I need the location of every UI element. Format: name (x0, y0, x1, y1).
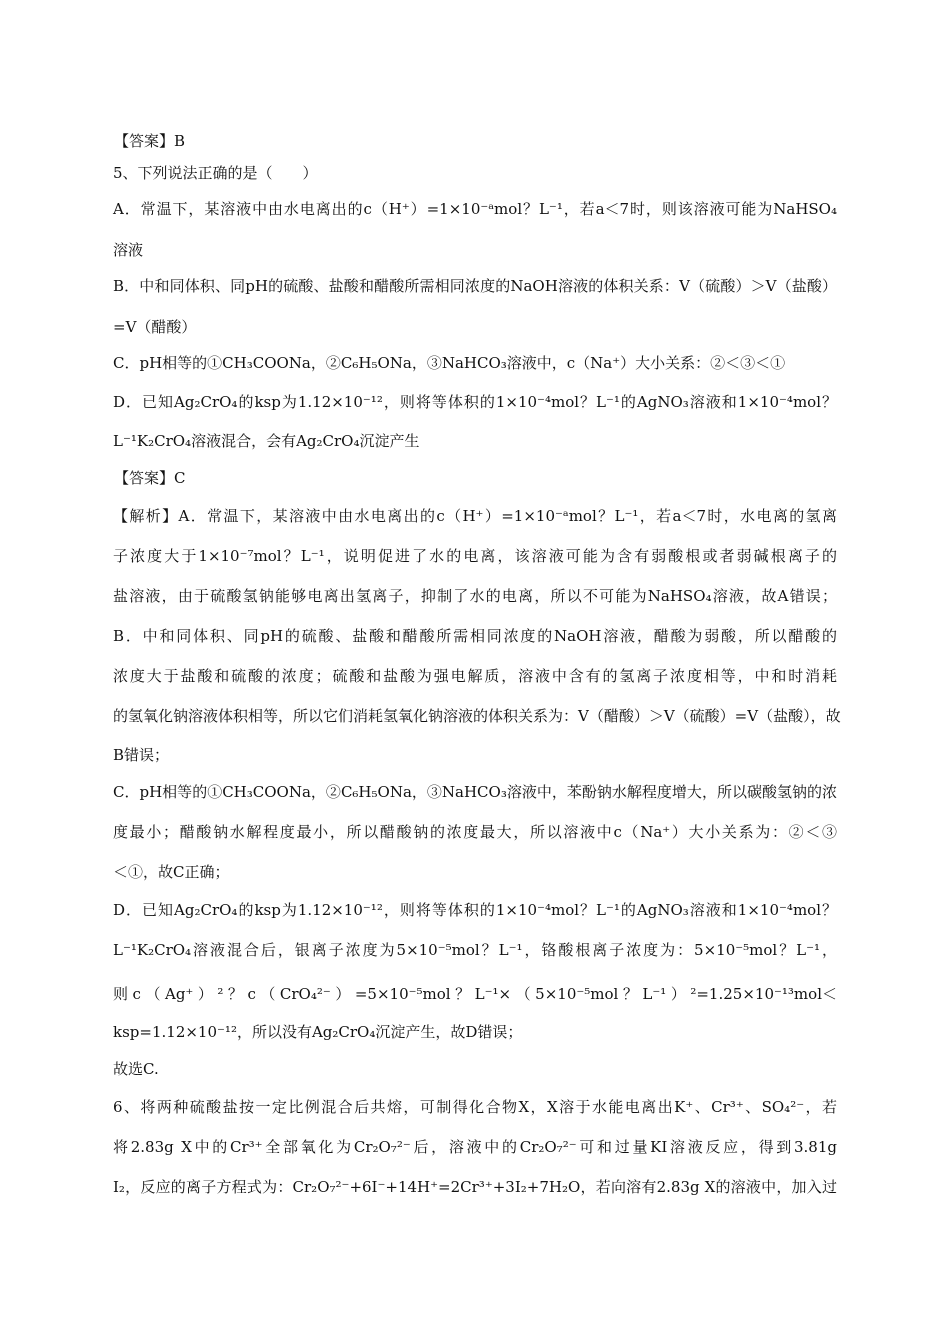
analysis-line: D．已知Ag₂CrO₄的ksp为1.12×10⁻¹²，则将等体积的1×10⁻⁴mol？L⁻¹的AgNO₃溶液和1×10⁻⁴mol？ (113, 901, 837, 919)
question-6-line: I₂，反应的离子方程式为：Cr₂O₇²⁻+6I⁻+14H⁺=2Cr³⁺+3I₂+7H₂O，若向溶有2.83g X的溶液中，加入过 (113, 1178, 837, 1196)
q5-option-a-line2: 溶液 (113, 241, 144, 259)
q5-answer: 【答案】C (114, 469, 186, 487)
analysis-line: 度最小；醋酸钠水解程度最小，所以醋酸钠的浓度最大，所以溶液中c（Na⁺）大小关系为：②＜③ (113, 823, 837, 841)
q5-option-d-line2: L⁻¹K₂CrO₄溶液混合，会有Ag₂CrO₄沉淀产生 (113, 432, 420, 450)
q5-option-d-line1: D．已知Ag₂CrO₄的ksp为1.12×10⁻¹²，则将等体积的1×10⁻⁴mol？L⁻¹的AgNO₃溶液和1×10⁻⁴mol？ (113, 393, 837, 411)
analysis-line: 盐溶液，由于硫酸氢钠能够电离出氢离子，抑制了水的电离，所以不可能为NaHSO₄溶液，故A错误； (113, 587, 837, 605)
q5-option-c: C．pH相等的①CH₃COONa，②C₆H₅ONa，③NaHCO₃溶液中，c（Na⁺）大小关系：②＜③＜① (113, 354, 786, 372)
analysis-line: B．中和同体积、同pH的硫酸、盐酸和醋酸所需相同浓度的NaOH溶液，醋酸为弱酸，所以醋酸的 (113, 627, 837, 645)
q5-option-b-line1: B．中和同体积、同pH的硫酸、盐酸和醋酸所需相同浓度的NaOH溶液的体积关系：V（硫酸）＞V（盐酸） (113, 277, 837, 295)
previous-answer: 【答案】B (114, 132, 186, 150)
analysis-line: ksp=1.12×10⁻¹²，所以没有Ag₂CrO₄沉淀产生，故D错误； (113, 1023, 523, 1041)
q5-option-a-line1: A．常温下，某溶液中由水电离出的c（H⁺）=1×10⁻ᵃmol？L⁻¹，若a＜7时，则该溶液可能为NaHSO₄ (113, 200, 837, 218)
analysis-line: 的氢氧化钠溶液体积相等，所以它们消耗氢氧化钠溶液的体积关系为：V（醋酸）＞V（硫酸）=V（盐酸），故 (113, 707, 841, 725)
analysis-line: ＜①，故C正确； (113, 863, 230, 881)
question-6-line: 将2.83g X中的Cr³⁺全部氧化为Cr₂O₇²⁻后，溶液中的Cr₂O₇²⁻可和过量KI溶液反应，得到3.81g (113, 1138, 837, 1156)
analysis-line: 【解析】A．常温下，某溶液中由水电离出的c（H⁺）=1×10⁻ᵃmol？L⁻¹，若a＜7时，水电离的氢离 (113, 507, 837, 525)
analysis-line: C．pH相等的①CH₃COONa，②C₆H₅ONa，③NaHCO₃溶液中，苯酚钠水解程度增大，所以碳酸氢钠的浓 (113, 783, 837, 801)
question-5-stem: 5、下列说法正确的是（ ） (113, 164, 318, 182)
analysis-conclusion: 故选C. (113, 1060, 159, 1078)
analysis-line: L⁻¹K₂CrO₄溶液混合后，银离子浓度为5×10⁻⁵mol？L⁻¹，铬酸根离子浓度为：5×10⁻⁵mol？L⁻¹， (113, 941, 837, 959)
question-6-line: 6、将两种硫酸盐按一定比例混合后共熔，可制得化合物X，X溶于水能电离出K⁺、Cr³⁺、SO₄²⁻，若 (113, 1098, 837, 1116)
analysis-line: 子浓度大于1×10⁻⁷mol？L⁻¹，说明促进了水的电离，该溶液可能为含有弱酸根或者弱碱根离子的 (113, 547, 837, 565)
q5-option-b-line2: =V（醋酸） (113, 318, 197, 336)
analysis-line: 则c（Ag⁺）²？c（CrO₄²⁻）=5×10⁻⁵mol？L⁻¹×（5×10⁻⁵mol？L⁻¹）²=1.25×10⁻¹³mol＜ (113, 985, 837, 1003)
analysis-line: B错误； (113, 746, 170, 764)
analysis-line: 浓度大于盐酸和硫酸的浓度；硫酸和盐酸为强电解质，溶液中含有的氢离子浓度相等，中和时消耗 (113, 667, 837, 685)
